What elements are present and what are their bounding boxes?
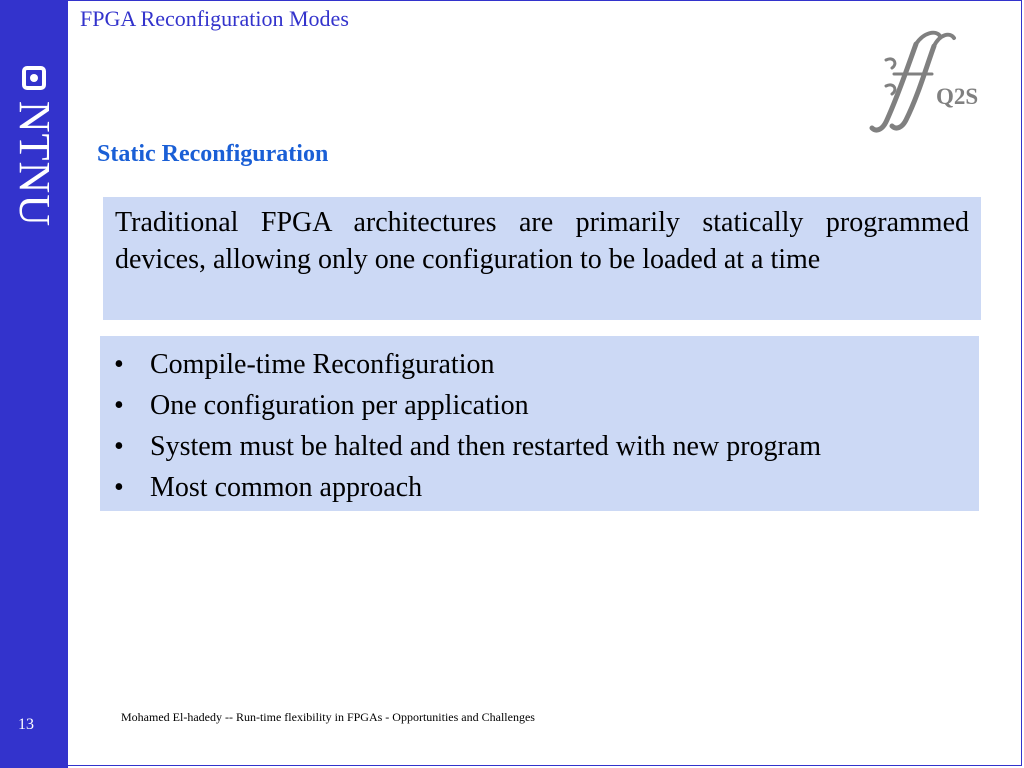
bullet-list-box	[100, 336, 979, 511]
intro-text-box	[103, 197, 981, 320]
intro-paragraph: Traditional FPGA architectures are primarily statically programmed devices, allowing only one configuration to be loaded at a time	[115, 207, 969, 275]
bullet-item: • One configuration per application	[114, 385, 979, 426]
bullet-list	[114, 344, 979, 508]
q2s-logo	[864, 26, 994, 138]
slide-title: FPGA Reconfiguration Modes	[80, 6, 349, 31]
ntnu-logo-text: NTNU	[10, 100, 59, 228]
bullet-item: • Compile-time Reconfiguration	[114, 344, 979, 385]
ntnu-logo-icon	[22, 66, 46, 90]
q2s-ff-mark-icon	[872, 33, 954, 130]
bullet-item: • System must be halted and then restarted with new program	[114, 426, 979, 467]
bullet-item: • Most common approach	[114, 467, 979, 508]
section-heading: Static Reconfiguration	[97, 141, 329, 167]
footer-text: Mohamed El-hadedy -- Run-time flexibility in FPGAs - Opportunities and Challenges	[121, 710, 535, 724]
q2s-logo-text: Q2S	[936, 84, 979, 109]
left-sidebar	[0, 0, 68, 768]
page-number: 13	[18, 716, 34, 733]
